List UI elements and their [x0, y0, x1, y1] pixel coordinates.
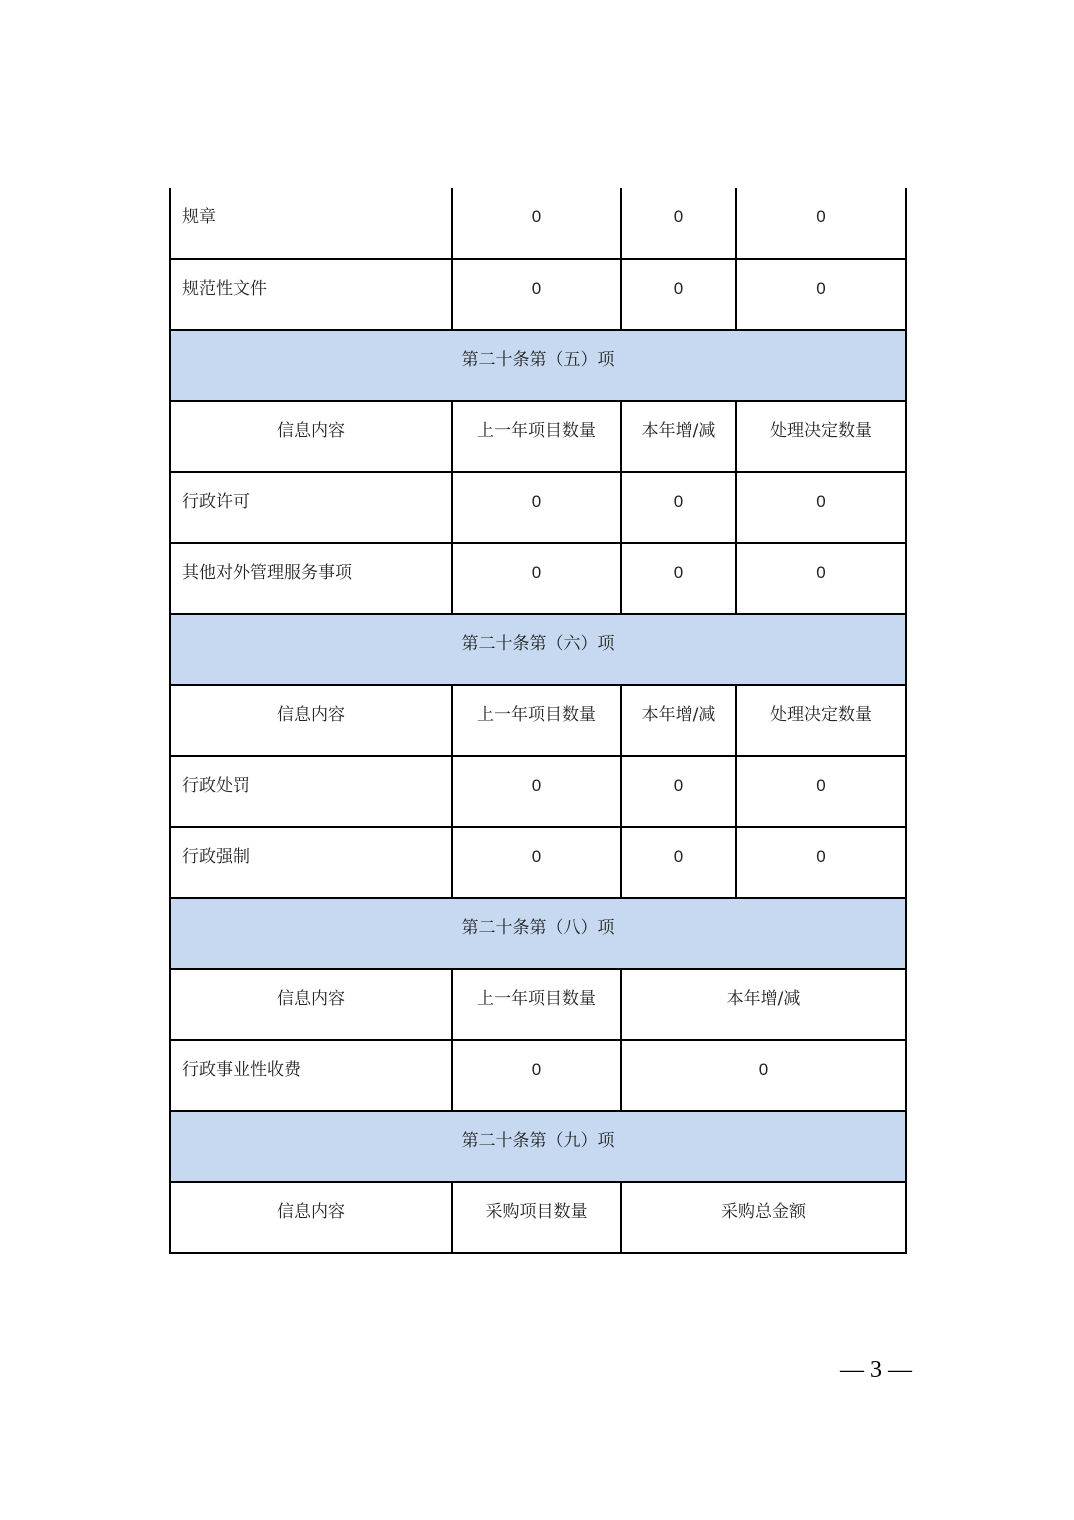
column-header: 信息内容 [170, 401, 452, 472]
column-header: 本年增/减 [621, 969, 906, 1040]
section-title-8: 第二十条第（八）项 [170, 898, 906, 969]
value-cell: 0 [452, 472, 621, 543]
value-cell: 0 [621, 543, 736, 614]
table-row [170, 543, 906, 614]
column-header-row [170, 401, 906, 472]
table-row [170, 1040, 906, 1111]
table-row [170, 188, 906, 259]
section-title-9: 第二十条第（九）项 [170, 1111, 906, 1182]
value-cell: 0 [452, 827, 621, 898]
column-header: 上一年项目数量 [452, 969, 621, 1040]
column-header: 信息内容 [170, 685, 452, 756]
value-cell: 0 [736, 543, 906, 614]
row-label-cell: 行政许可 [170, 472, 452, 543]
column-header-row [170, 969, 906, 1040]
column-header: 本年增/减 [621, 685, 736, 756]
value-cell: 0 [452, 259, 621, 330]
section-title-6: 第二十条第（六）项 [170, 614, 906, 685]
row-label-cell: 规章 [170, 188, 452, 259]
row-label-cell: 行政强制 [170, 827, 452, 898]
section-header-row [170, 614, 906, 685]
value-cell: 0 [452, 1040, 621, 1111]
table-row [170, 756, 906, 827]
table-row [170, 827, 906, 898]
value-cell: 0 [621, 259, 736, 330]
column-header: 本年增/减 [621, 401, 736, 472]
table-row [170, 259, 906, 330]
value-cell: 0 [621, 756, 736, 827]
section-header-row [170, 1111, 906, 1182]
column-header: 采购项目数量 [452, 1182, 621, 1253]
table-row [170, 472, 906, 543]
column-header: 采购总金额 [621, 1182, 906, 1253]
column-header-row [170, 685, 906, 756]
column-header: 信息内容 [170, 969, 452, 1040]
column-header: 处理决定数量 [736, 401, 906, 472]
column-header: 处理决定数量 [736, 685, 906, 756]
value-cell: 0 [452, 188, 621, 259]
value-cell: 0 [452, 756, 621, 827]
row-label-cell: 规范性文件 [170, 259, 452, 330]
value-cell: 0 [736, 827, 906, 898]
value-cell: 0 [736, 188, 906, 259]
disclosure-table [169, 188, 907, 1254]
section-header-row [170, 330, 906, 401]
column-header-row [170, 1182, 906, 1253]
value-cell: 0 [452, 543, 621, 614]
row-label-cell: 行政事业性收费 [170, 1040, 452, 1111]
value-cell: 0 [736, 756, 906, 827]
value-cell: 0 [621, 1040, 906, 1111]
value-cell: 0 [736, 259, 906, 330]
value-cell: 0 [621, 188, 736, 259]
row-label-cell: 其他对外管理服务事项 [170, 543, 452, 614]
row-label-cell: 行政处罚 [170, 756, 452, 827]
column-header: 上一年项目数量 [452, 401, 621, 472]
value-cell: 0 [621, 827, 736, 898]
column-header: 信息内容 [170, 1182, 452, 1253]
section-title-5: 第二十条第（五）项 [170, 330, 906, 401]
page-number: — 3 — [840, 1357, 912, 1383]
column-header: 上一年项目数量 [452, 685, 621, 756]
section-header-row [170, 898, 906, 969]
value-cell: 0 [736, 472, 906, 543]
value-cell: 0 [621, 472, 736, 543]
